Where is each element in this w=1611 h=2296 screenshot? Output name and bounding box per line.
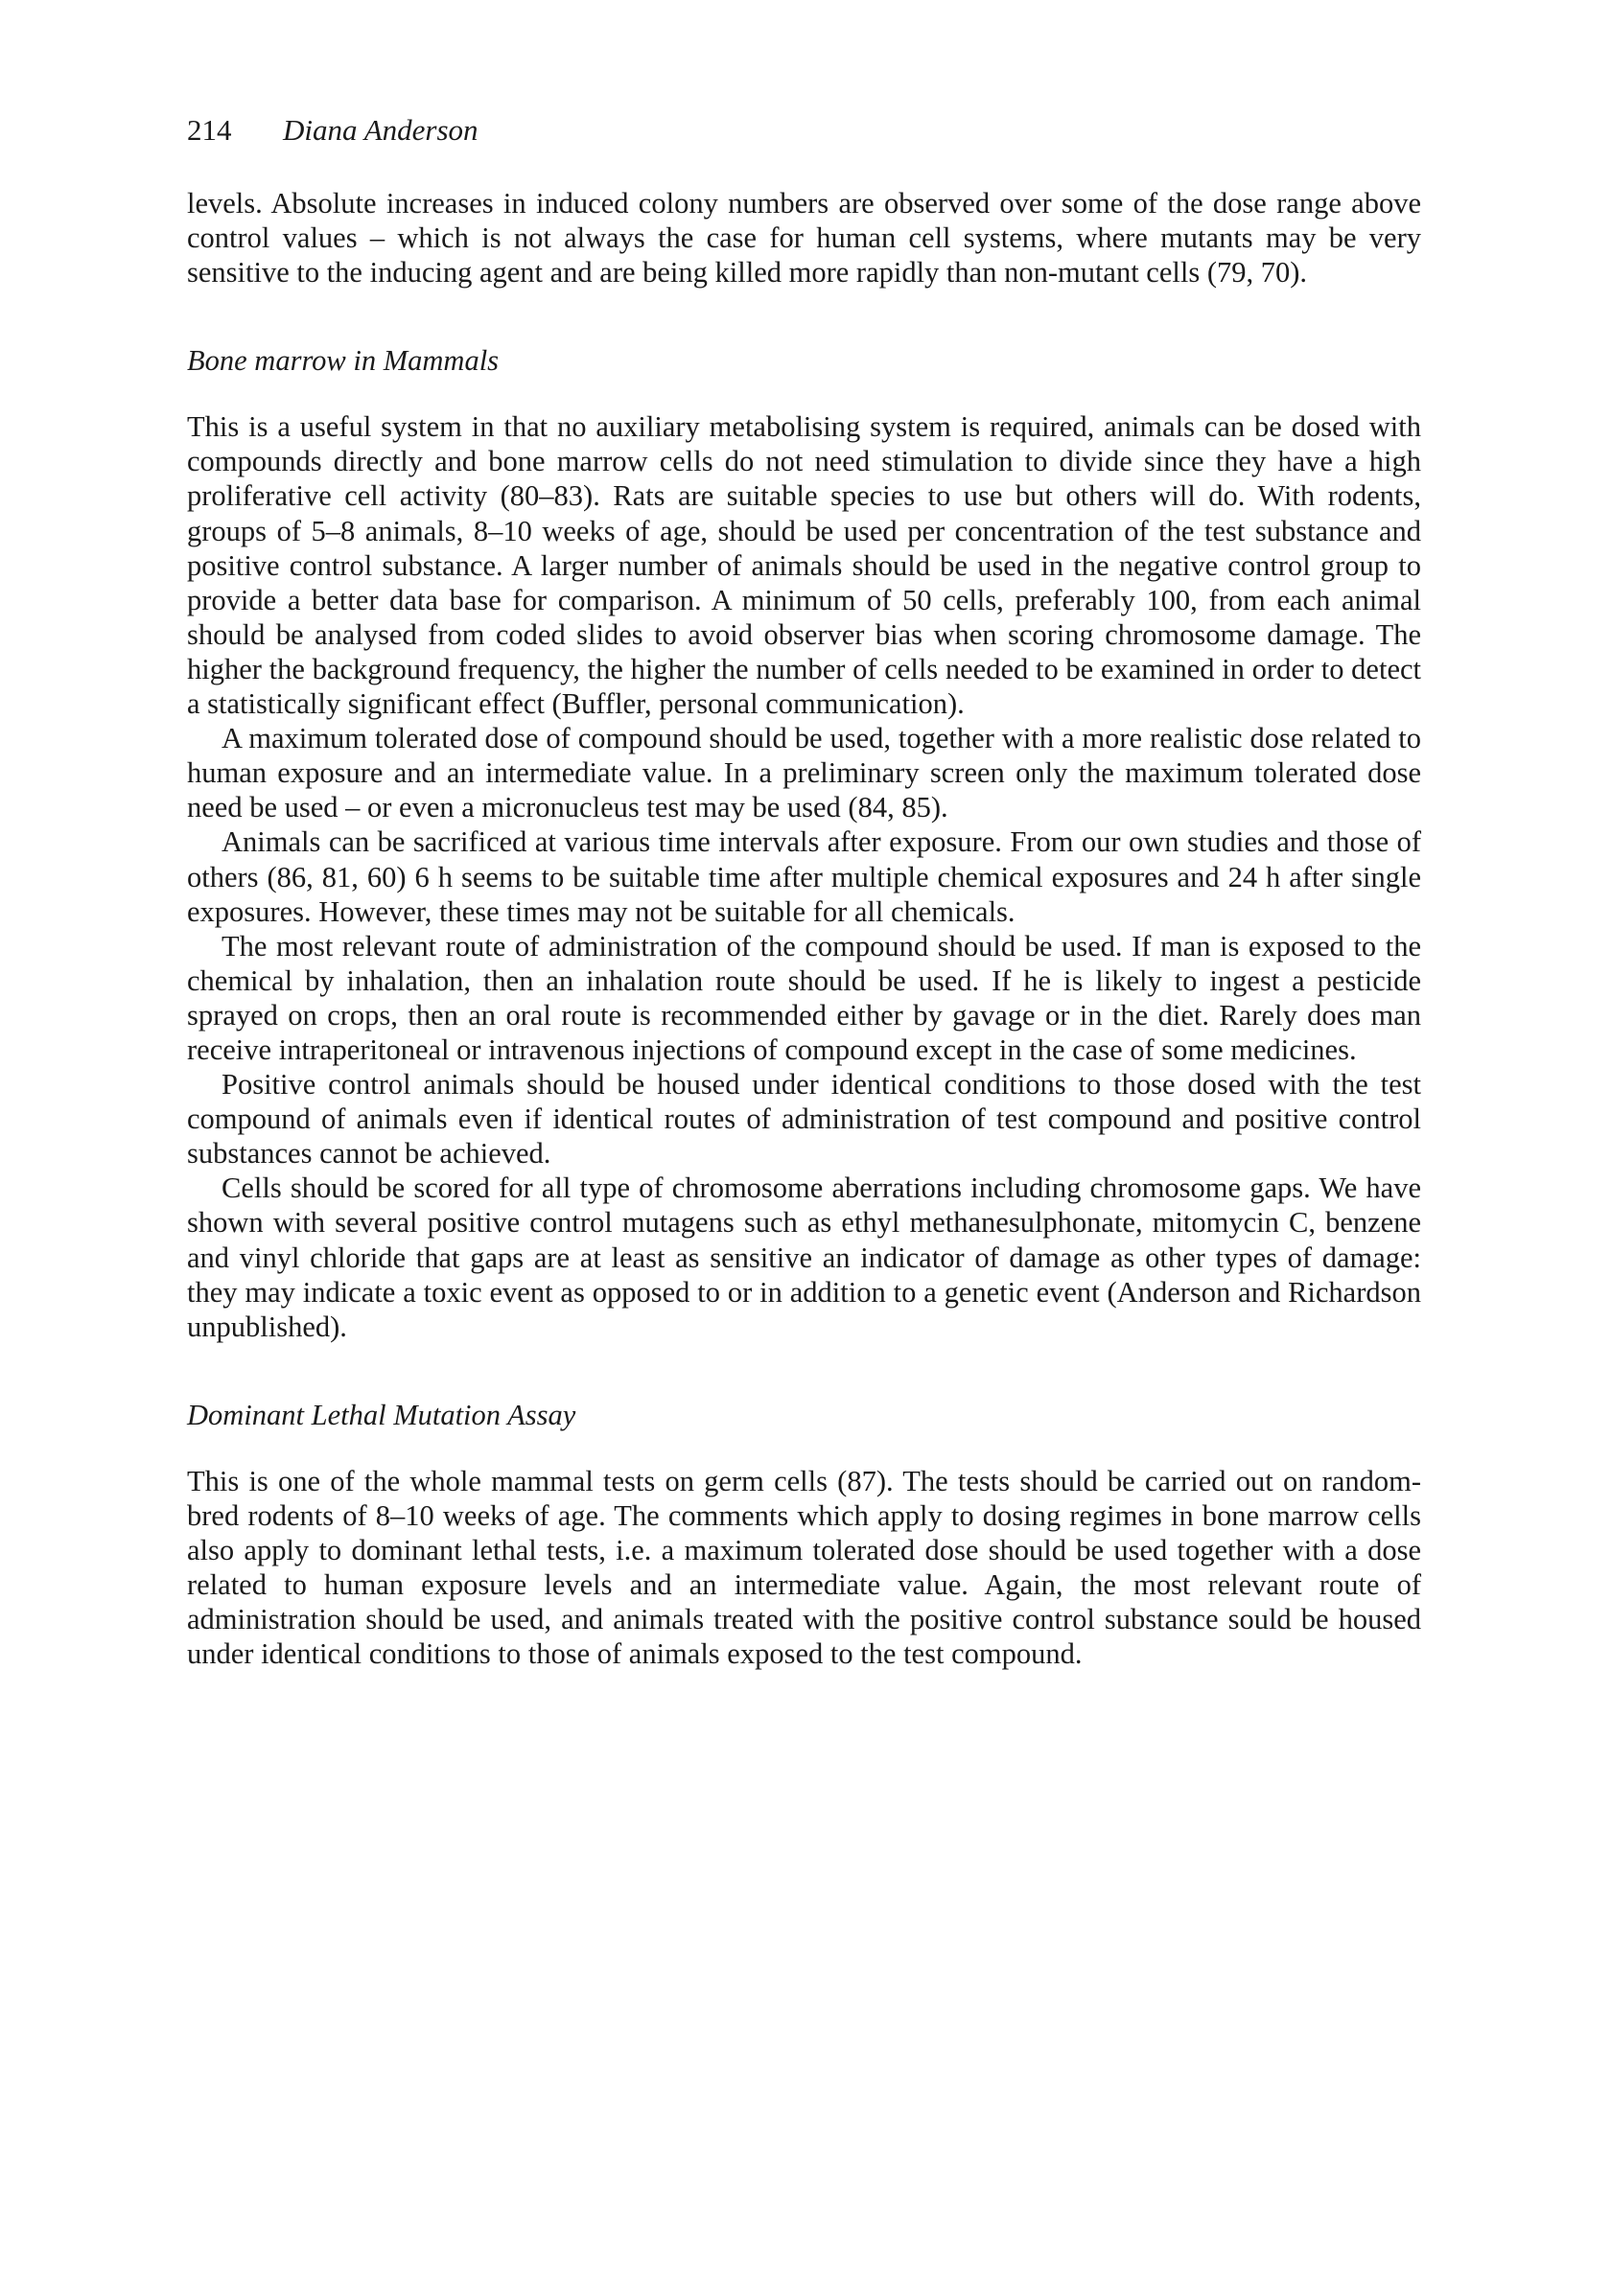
- running-head-author: Diana Anderson: [283, 113, 479, 147]
- page-number: 214: [187, 113, 232, 147]
- section-heading: Dominant Lethal Mutation Assay: [187, 1398, 576, 1431]
- document-page: [187, 113, 1421, 1671]
- paragraph: This is one of the whole mammal tests on germ cells (87). The tests should be carried out on random-bred rodents of 8–10 weeks of age. The comments which apply to dosing regimes in bone marrow cells also apply to dominant lethal tests, i.e. a maximum tolerated dose should be used together with a dose related to human exposure levels and an intermediate value. Again, the most relevant route of administration should be used, and animals treated with the positive control substance sould be housed under identical conditions to those of animals exposed to the test compound.: [187, 1464, 1421, 1671]
- paragraph: A maximum tolerated dose of compound should be used, together with a more realistic dose related to human exposure and an intermediate value. In a preliminary screen only the maximum tolerated dose need be used – or even a micronucleus test may be used (84, 85).: [187, 722, 1421, 824]
- paragraph: levels. Absolute increases in induced colony numbers are observed over some of the dose range above control values – which is not always the case for human cell systems, where mutants may be very sensitive to the inducing agent and are being killed more rapidly than non-mutant cells (79, 70).: [187, 187, 1421, 290]
- section-heading: Bone marrow in Mammals: [187, 344, 500, 378]
- paragraph: Positive control animals should be housed under identical conditions to those dosed with the test compound of animals even if identical routes of administration of test compound and positive control substances cannot be achieved.: [187, 1068, 1421, 1171]
- running-head: [187, 113, 1421, 148]
- section-dominant-lethal: [187, 1398, 1421, 1672]
- paragraph: This is a useful system in that no auxiliary metabolising system is required, animals can be dosed with compounds directly and bone marrow cells do not need stimulation to divide since they have a high proliferative cell activity (80–83). Rats are suitable species to use but others will do. With rodents, groups of 5–8 animals, 8–10 weeks of age, should be used per concentration of the test substance and positive control substance. A larger number of animals should be used in the negative control group to provide a better data base for comparison. A minimum of 50 cells, preferably 100, from each animal should be analysed from coded slides to avoid observer bias when scoring chromosome damage. The higher the background frequency, the higher the number of cells needed to be examined in order to detect a statistically significant effect (Buffler, personal communication).: [187, 410, 1421, 721]
- section-bone-marrow: [187, 343, 1421, 1344]
- paragraph: Animals can be sacrificed at various time intervals after exposure. From our own studies and those of others (86, 81, 60) 6 h seems to be suitable time after multiple chemical exposures and 24 h after single exposures. However, these times may not be suitable for all chemicals.: [187, 825, 1421, 928]
- paragraph: The most relevant route of administration of the compound should be used. If man is exposed to the chemical by inhalation, then an inhalation route should be used. If he is likely to ingest a pesticide sprayed on crops, then an oral route is recommended either by gavage or in the diet. Rarely does man receive intraperitoneal or intravenous injections of compound except in the case of some medicines.: [187, 929, 1421, 1066]
- paragraph: Cells should be scored for all type of chromosome aberrations including chromosome gaps. We have shown with several positive control mutagens such as ethyl methanesulphonate, mitomycin C, benzene and vinyl chloride that gaps are at least as sensitive an indicator of damage as other types of damage: they may indicate a toxic event as opposed to or in addition to a genetic event (Anderson and Richardson unpublished).: [187, 1171, 1421, 1343]
- continuation-section: [187, 186, 1421, 290]
